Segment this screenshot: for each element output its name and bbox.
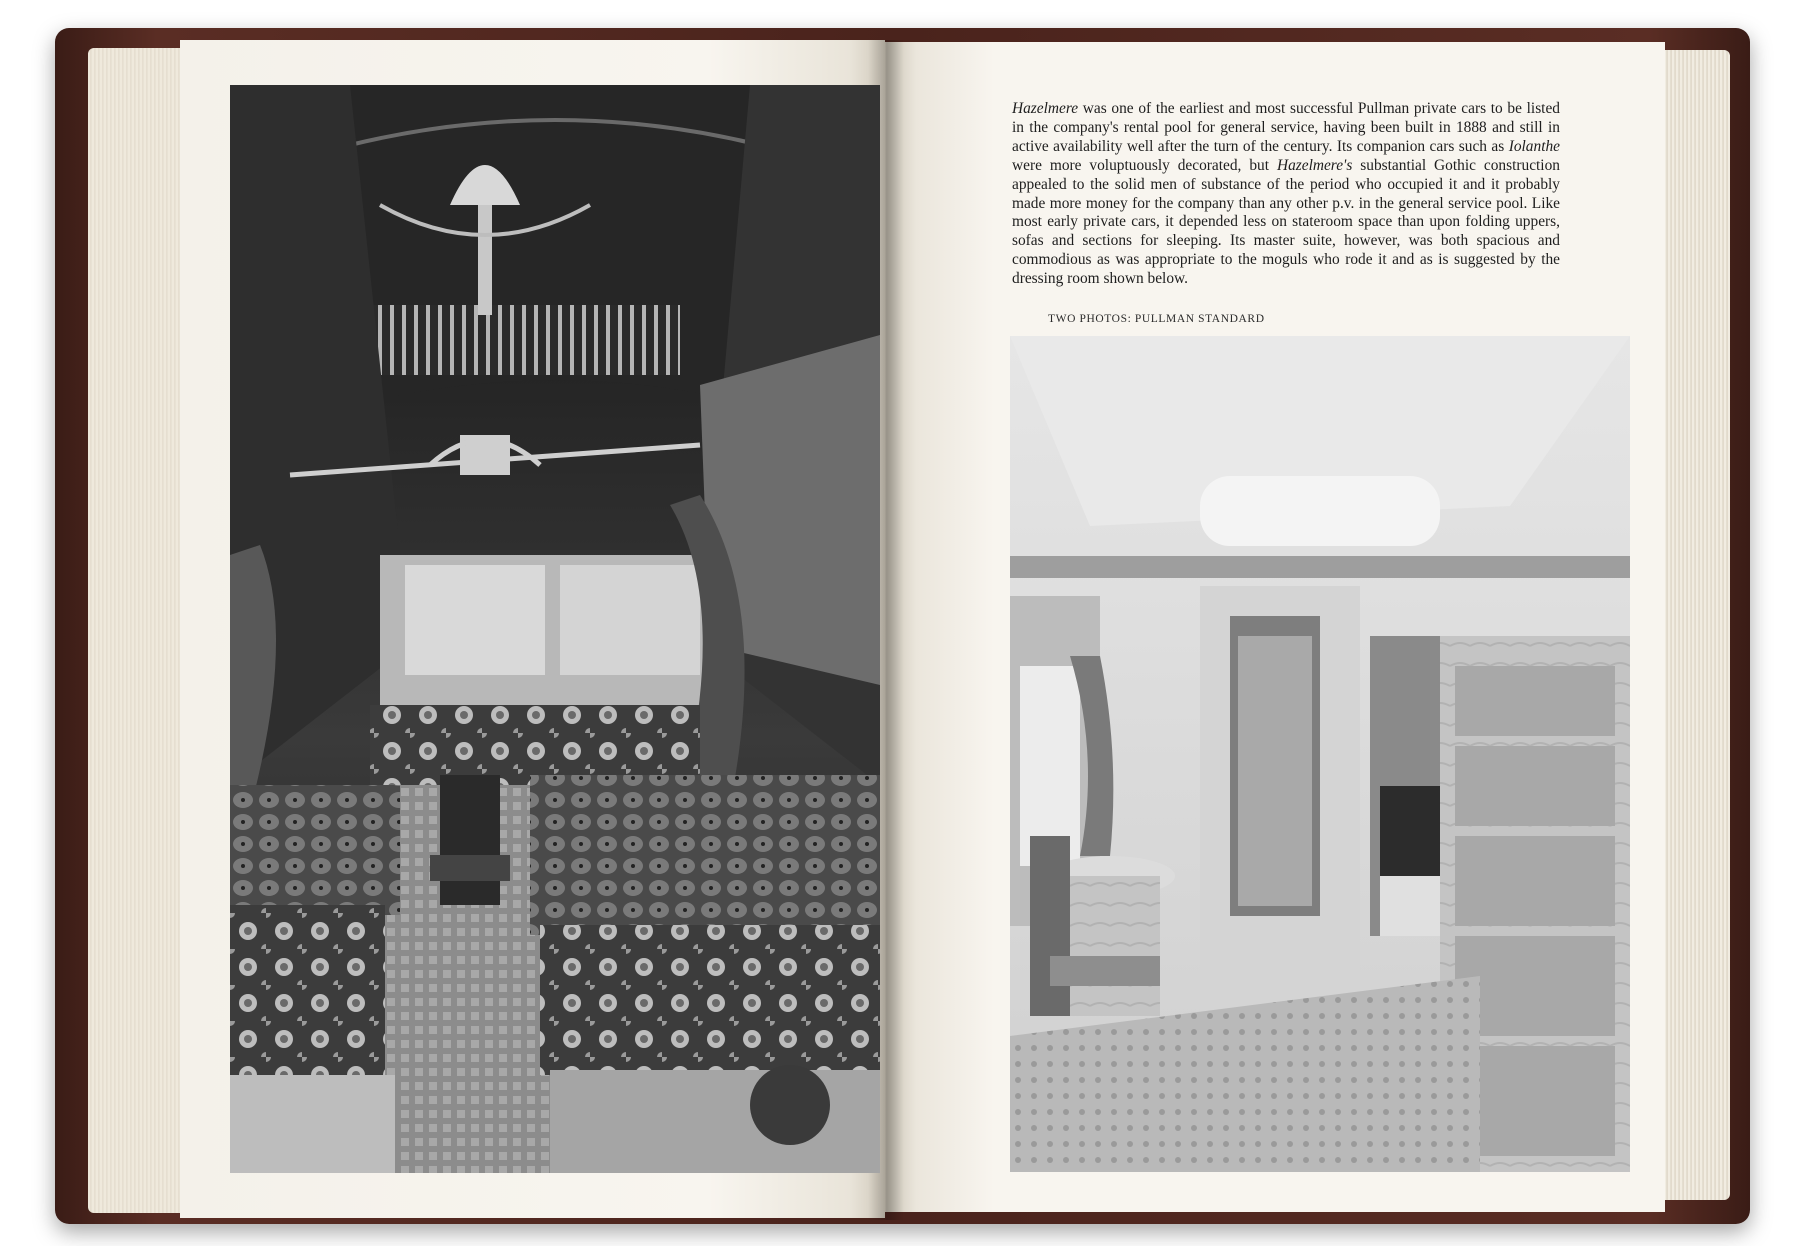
descriptive-paragraph: [1012, 100, 1560, 289]
parlor-interior-photo: [230, 85, 880, 1173]
photo-credit: TWO PHOTOS: PULLMAN STANDARD: [1048, 313, 1265, 325]
paragraph-text-3: substantial Gothic construction appealed to the solid men of substance of the period who occupied it and it probably made more money for the company than any other p.v. in the general service pool. Like most early private cars, it depended less on stateroom space than upon folding uppers, sofas and sections for sleeping. Its master suite, however, was both spacious and commodious as was appropriate to the moguls who rode it and as is suggested by the dressing room shown below.: [1012, 156, 1560, 288]
page-edges-right: [1660, 50, 1730, 1200]
companion-car-italic: Iolanthe: [1508, 137, 1560, 155]
parlor-interior-illustration: [230, 85, 880, 1173]
paragraph-text-2: were more voluptuously decorated, but: [1012, 156, 1277, 174]
paragraph-text-1: was one of the earliest and most successful Pullman private cars to be listed in the company's rental pool for general service, having been built in 1888 and still in active availability well after the turn of the century. Its companion cars such as: [1012, 100, 1560, 155]
car-name-possessive-italic: Hazelmere's: [1276, 156, 1353, 174]
car-name-italic: Hazelmere: [1012, 100, 1079, 117]
dressing-room-photo: [1010, 336, 1630, 1172]
dressing-room-illustration: [1010, 336, 1630, 1172]
